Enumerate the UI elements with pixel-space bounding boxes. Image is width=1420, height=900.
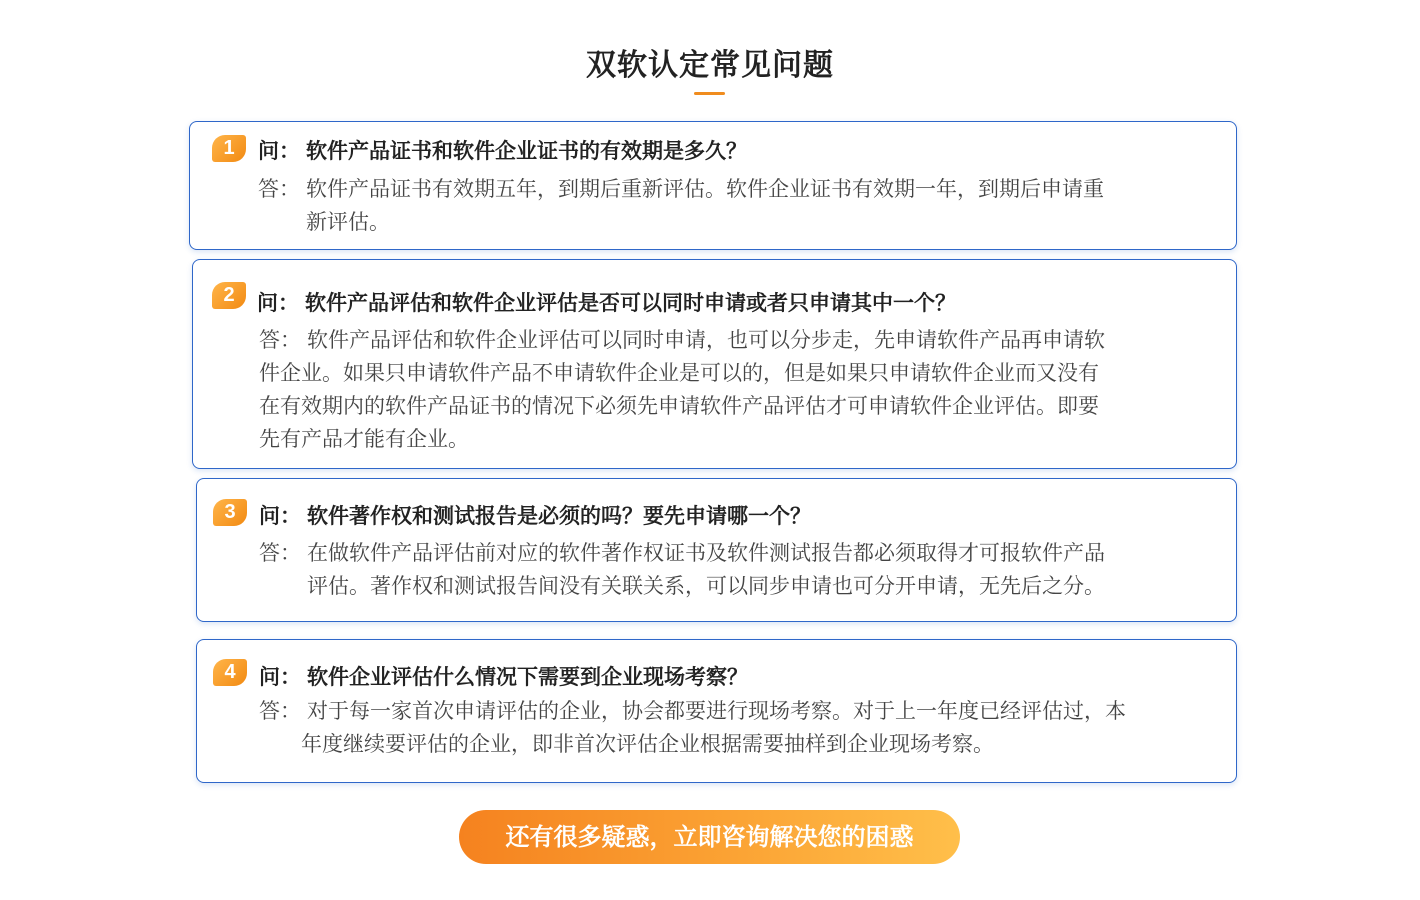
consult-button[interactable]: 还有很多疑惑，立即咨询解决您的困惑	[459, 810, 960, 864]
answer-line: 软件产品证书有效期五年，到期后重新评估。软件企业证书有效期一年，到期后申请重	[306, 177, 1104, 201]
answer-text-4	[301, 695, 1126, 761]
answer-line: 件企业。如果只申请软件产品不申请软件企业是可以的，但是如果只申请软件企业而又没有	[259, 361, 1099, 385]
faq-card-3	[196, 478, 1237, 622]
answer-label: 答：	[258, 177, 300, 201]
page-title: 双软认定常见问题	[586, 48, 834, 83]
question-text-2: 软件产品评估和软件企业评估是否可以同时申请或者只申请其中一个？	[305, 291, 956, 315]
answer-text-2	[259, 324, 1105, 456]
faq-card-2	[192, 259, 1237, 469]
question-label: 问：	[259, 504, 301, 528]
answer-line: 对于每一家首次申请评估的企业，协会都要进行现场考察。对于上一年度已经评估过，本	[307, 699, 1126, 723]
question-label: 问：	[258, 139, 300, 163]
number-badge-1: 1	[212, 135, 246, 162]
answer-line: 新评估。	[306, 210, 390, 234]
number-badge-4: 4	[213, 659, 247, 686]
faq-card-4	[196, 639, 1237, 783]
question-label: 问：	[257, 291, 299, 315]
question-text-1: 软件产品证书和软件企业证书的有效期是多久？	[306, 139, 747, 163]
answer-line: 软件产品评估和软件企业评估可以同时申请，也可以分步走，先申请软件产品再申请软	[307, 328, 1105, 352]
answer-line: 先有产品才能有企业。	[259, 427, 469, 451]
answer-line: 在有效期内的软件产品证书的情况下必须先申请软件产品评估才可申请软件企业评估。即要	[259, 394, 1099, 418]
title-underline	[694, 92, 725, 95]
answer-text-1	[306, 173, 1104, 239]
answer-label: 答：	[259, 541, 301, 565]
answer-label: 答：	[259, 328, 301, 352]
answer-label: 答：	[259, 699, 301, 723]
question-text-3: 软件著作权和测试报告是必须的吗？要先申请哪一个？	[307, 504, 811, 528]
question-label: 问：	[259, 665, 301, 689]
answer-line: 评估。著作权和测试报告间没有关联关系，可以同步申请也可分开申请，无先后之分。	[307, 574, 1105, 598]
faq-card-1	[189, 121, 1237, 250]
answer-line: 年度继续要评估的企业，即非首次评估企业根据需要抽样到企业现场考察。	[301, 732, 994, 756]
number-badge-2: 2	[212, 282, 246, 309]
question-text-4: 软件企业评估什么情况下需要到企业现场考察？	[307, 665, 748, 689]
answer-line: 在做软件产品评估前对应的软件著作权证书及软件测试报告都必须取得才可报软件产品	[307, 541, 1105, 565]
answer-text-3	[307, 537, 1105, 603]
number-badge-3: 3	[213, 499, 247, 526]
